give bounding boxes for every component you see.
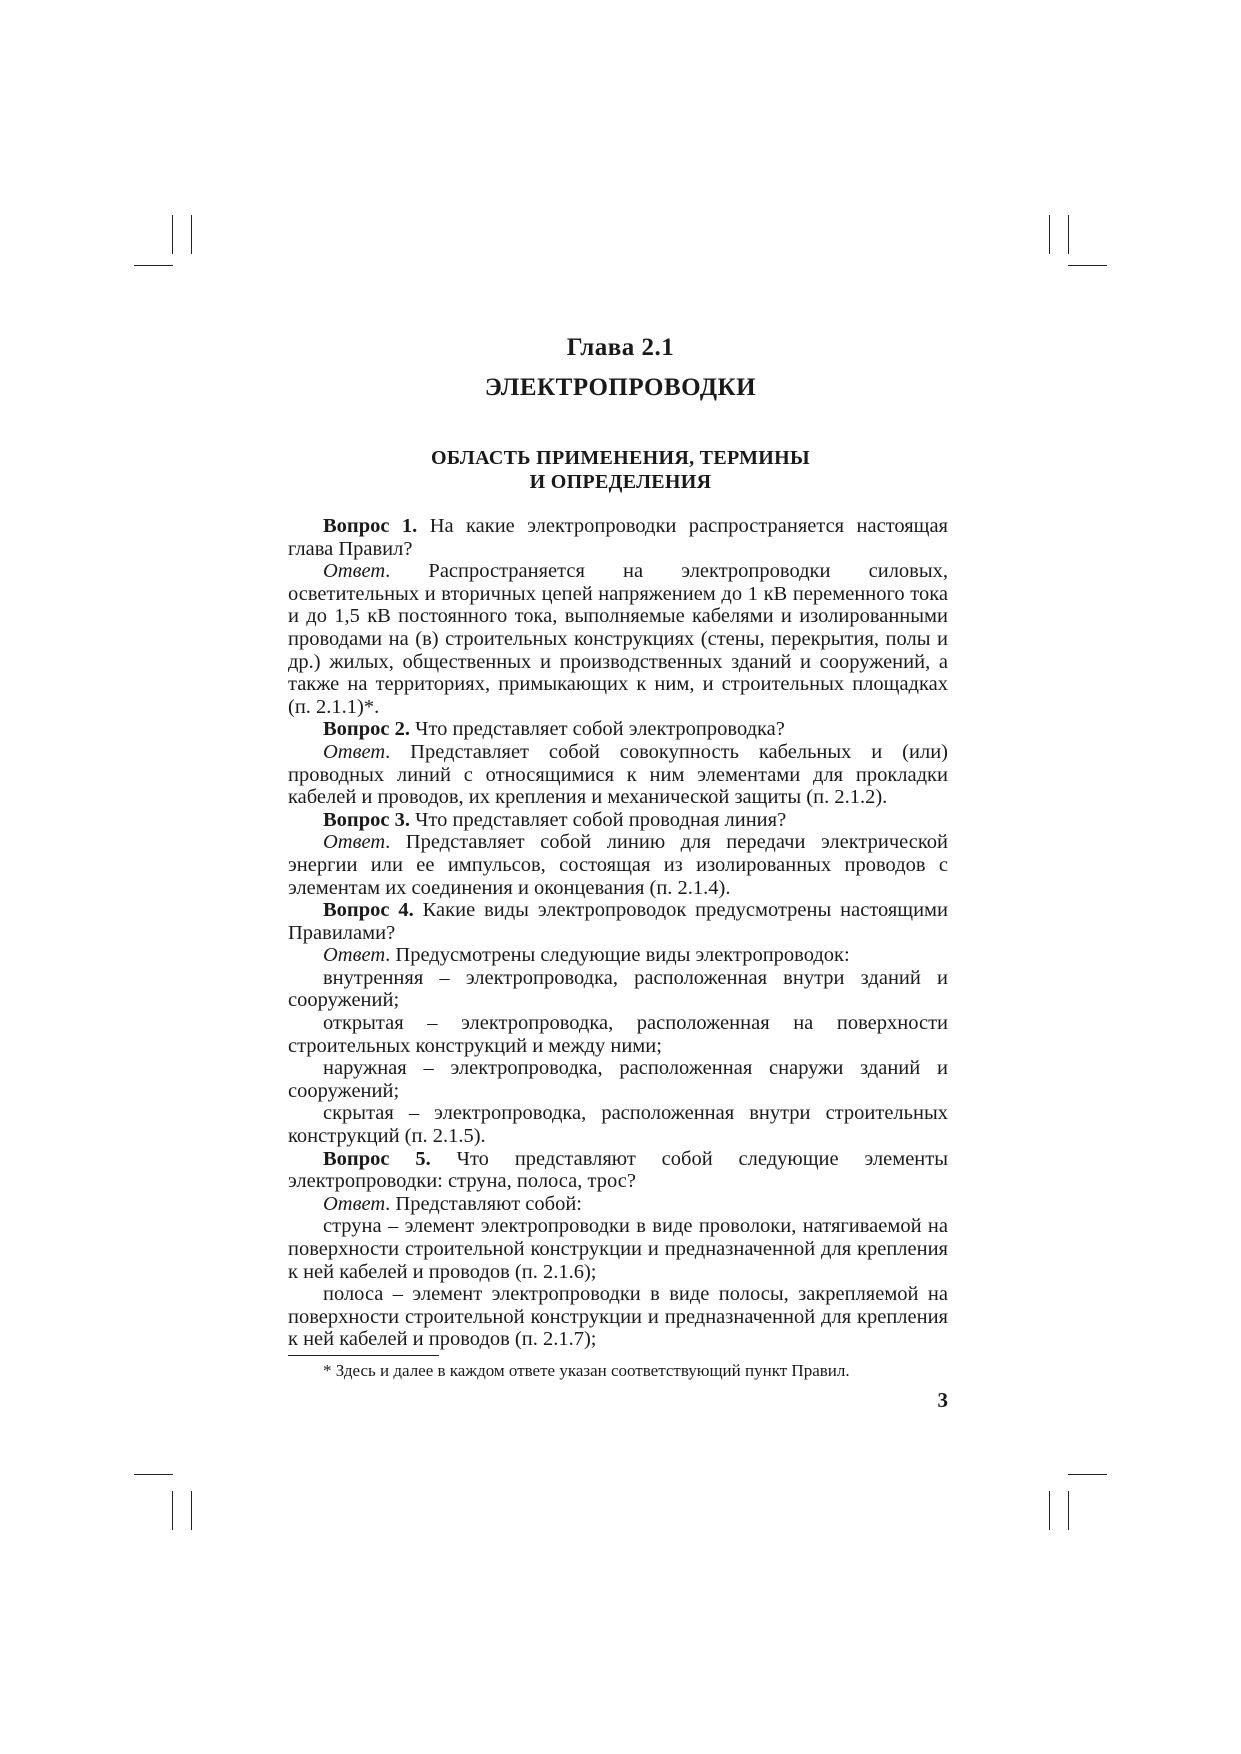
question-label: Вопрос 2.: [323, 718, 410, 741]
crop-mark: [1049, 215, 1050, 254]
question-text: Что представляет собой проводная линия?: [410, 808, 787, 831]
crop-mark: [1068, 215, 1069, 254]
chapter-label: Глава 2.1: [566, 334, 675, 361]
definition-item: скрытая – электропроводка, расположенная внутри строительных конструкций (п. 2.1.5).: [288, 1102, 948, 1148]
answer-paragraph: [288, 944, 948, 967]
definition-item: наружная – электропроводка, расположенная снаружи зданий и сооружений;: [288, 1057, 948, 1102]
crop-mark: [1068, 1491, 1069, 1530]
answer-paragraph: [288, 831, 948, 899]
answer-label: Ответ: [323, 944, 386, 967]
answer-paragraph: [288, 560, 948, 718]
footnote-divider: [288, 1355, 439, 1356]
question-paragraph: [288, 1148, 948, 1193]
crop-mark: [1068, 265, 1107, 266]
definition-item: открытая – электропроводка, расположенная на поверхности строительных конструкций и между ними;: [288, 1012, 948, 1057]
answer-label: Ответ: [323, 1192, 386, 1215]
answer-text: . Представляет собой линию для передачи электрической энергии или ее импульсов, состоящая из изолированных проводов с элементам их соединения и оконцевания (п. 2.1.4).: [288, 831, 948, 899]
question-text: Какие виды электропроводок предусмотрены настоящими Правилами?: [288, 899, 948, 944]
answer-text: . Представляют собой:: [385, 1192, 583, 1215]
question-text: Что представляют собой следующие элементы электропроводки: струна, полоса, трос?: [288, 1147, 948, 1193]
footnote: * Здесь и далее в каждом ответе указан соответствующий пункт Правил.: [323, 1361, 850, 1380]
question-label: Вопрос 1.: [323, 515, 418, 537]
answer-text: . Предусмотрены следующие виды электропроводок:: [385, 944, 850, 967]
crop-mark: [134, 1474, 173, 1475]
question-label: Вопрос 4.: [323, 899, 414, 922]
definition-item: полоса – элемент электропроводки в виде полосы, закрепляемой на поверхности строительной конструкции и предназначенной для крепления к ней кабелей и проводов (п. 2.1.7);: [288, 1283, 948, 1351]
question-paragraph: [288, 899, 948, 944]
section-title: [0, 446, 1241, 494]
answer-label: Ответ: [323, 560, 386, 583]
question-text: На какие электропроводки распространяется настоящая глава Правил?: [288, 515, 948, 560]
answer-text: . Распространяется на электропроводки силовых, осветительных и вторичных цепей напряжением до 1 кВ переменного тока и до 1,5 кВ постоянного тока, выполняемые кабелями и изолированными проводами на (в) строительных конструкциях (стены, перекрытия, полы и др.) жилых, общественных и производственных зданий и сооружений, а также на территориях, примыкающих к ним, и строительных площадках (п. 2.1.1)*.: [288, 560, 948, 718]
question-label: Вопрос 5.: [323, 1147, 431, 1170]
section-title-line: ОБЛАСТЬ ПРИМЕНЕНИЯ, ТЕРМИНЫ: [431, 447, 810, 469]
crop-mark: [1049, 1491, 1050, 1530]
question-text: Что представляет собой электропроводка?: [410, 718, 785, 741]
question-paragraph: [288, 718, 948, 741]
question-label: Вопрос 3.: [323, 808, 410, 831]
question-paragraph: [288, 515, 948, 560]
answer-text: . Представляет собой совокупность кабельных и (или) проводных линий с относящимися к ним элементами для прокладки кабелей и проводов, их крепления и механической защиты (п. 2.1.2).: [288, 740, 948, 809]
page-body: [288, 515, 948, 1351]
answer-paragraph: [288, 1193, 948, 1216]
answer-paragraph: [288, 741, 948, 809]
chapter-title: ЭЛЕКТРОПРОВОДКИ: [484, 374, 757, 401]
definition-item: струна – элемент электропроводки в виде проволоки, натягиваемой на поверхности строительной конструкции и предназначенной для крепления к ней кабелей и проводов (п. 2.1.6);: [288, 1215, 948, 1283]
page-number: 3: [937, 1388, 948, 1412]
crop-mark: [172, 1491, 173, 1530]
crop-mark: [191, 1491, 192, 1530]
crop-mark: [172, 215, 173, 254]
definition-item: внутренняя – электропроводка, расположенная внутри зданий и сооружений;: [288, 966, 948, 1012]
crop-mark: [191, 215, 192, 254]
answer-label: Ответ: [323, 831, 386, 854]
question-paragraph: [288, 809, 948, 832]
crop-mark: [134, 265, 173, 266]
crop-mark: [1068, 1474, 1107, 1475]
answer-label: Ответ: [323, 740, 386, 763]
section-title-line: И ОПРЕДЕЛЕНИЯ: [529, 471, 712, 493]
